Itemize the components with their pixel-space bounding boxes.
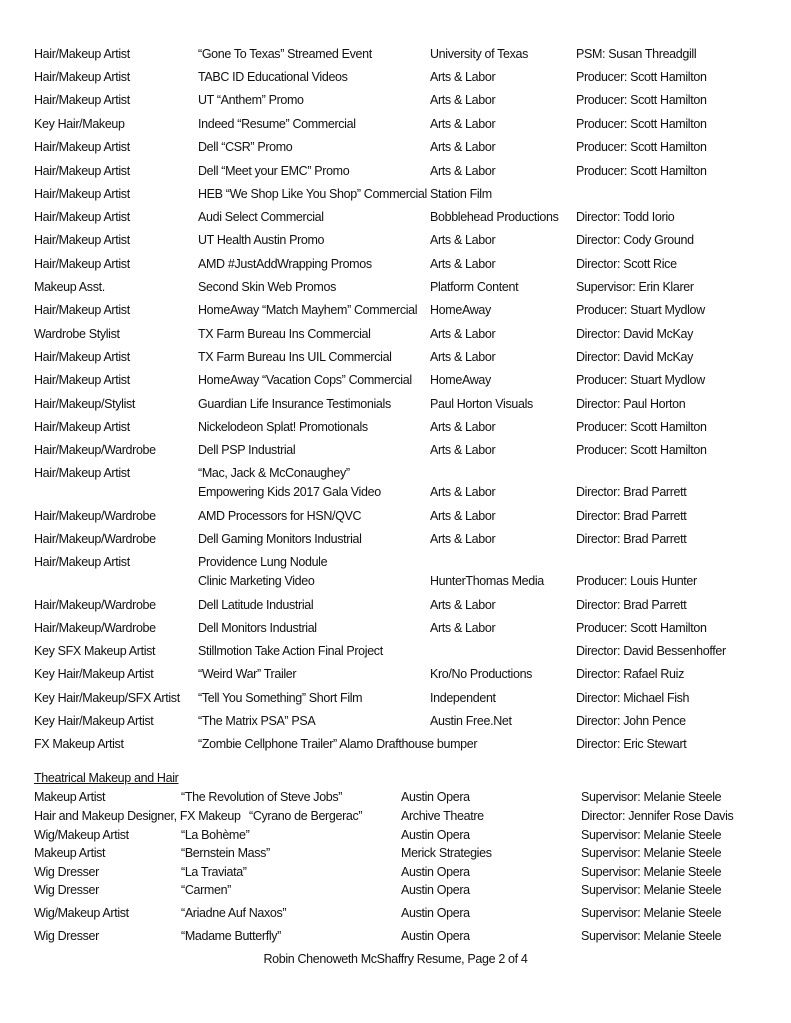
credit-contact: Director: Rafael Ruiz: [576, 667, 684, 681]
credit-project: Dell Monitors Industrial: [198, 621, 317, 635]
credit-row: [0, 140, 791, 160]
credit-role: Key Hair/Makeup: [34, 117, 125, 131]
credit-company: Arts & Labor: [430, 164, 496, 178]
credit-row: [0, 187, 791, 207]
credit-row: [0, 327, 791, 347]
theatrical-contact: Supervisor: Melanie Steele: [581, 929, 722, 943]
credit-contact: Director: David McKay: [576, 327, 693, 341]
credit-role: Hair/Makeup Artist: [34, 466, 130, 480]
theatrical-project: “Bernstein Mass”: [181, 846, 270, 860]
credit-company: HomeAway: [430, 373, 491, 387]
theatrical-project: “Carmen”: [181, 883, 231, 897]
credit-contact: Director: Brad Parrett: [576, 532, 687, 546]
credit-company: HomeAway: [430, 303, 491, 317]
credit-company: Arts & Labor: [430, 598, 496, 612]
theatrical-project: “The Revolution of Steve Jobs”: [181, 790, 343, 804]
credit-contact: Producer: Louis Hunter: [576, 574, 697, 588]
credit-role: Hair/Makeup Artist: [34, 373, 130, 387]
theatrical-contact: Supervisor: Melanie Steele: [581, 865, 722, 879]
credit-company: Arts & Labor: [430, 621, 496, 635]
credit-row: [0, 303, 791, 323]
credit-row: [0, 164, 791, 184]
credit-row: [0, 555, 791, 588]
theatrical-role: Wig/Makeup Artist: [34, 828, 129, 842]
credit-project: Second Skin Web Promos: [198, 280, 336, 294]
credit-company: Arts & Labor: [430, 350, 496, 364]
theatrical-contact: Supervisor: Melanie Steele: [581, 883, 722, 897]
theatrical-role: Wig/Makeup Artist: [34, 906, 129, 920]
credit-role: Hair/Makeup Artist: [34, 233, 130, 247]
credit-project: “Tell You Something” Short Film: [198, 691, 363, 705]
theatrical-contact: Supervisor: Melanie Steele: [581, 906, 722, 920]
credit-role: Hair/Makeup Artist: [34, 93, 130, 107]
theatrical-role: Hair and Makeup Designer, FX Makeup: [34, 809, 241, 823]
credit-project: Dell Gaming Monitors Industrial: [198, 532, 362, 546]
page-footer: Robin Chenoweth McShaffry Resume, Page 2 of 4: [263, 952, 528, 966]
credit-row: [0, 373, 791, 393]
credit-role: Wardrobe Stylist: [34, 327, 120, 341]
credit-project: Dell Latitude Industrial: [198, 598, 314, 612]
theatrical-company: Austin Opera: [401, 906, 470, 920]
credit-row: [0, 257, 791, 277]
credit-role: Hair/Makeup Artist: [34, 210, 130, 224]
credit-role: Hair/Makeup Artist: [34, 47, 130, 61]
theatrical-company: Austin Opera: [401, 883, 470, 897]
credit-role: FX Makeup Artist: [34, 737, 124, 751]
credit-contact: Director: Scott Rice: [576, 257, 677, 271]
credit-role: Key Hair/Makeup Artist: [34, 714, 154, 728]
credit-contact: Director: Brad Parrett: [576, 485, 687, 499]
credit-contact: Director: David Bessenhoffer: [576, 644, 726, 658]
credit-company: Austin Free.Net: [430, 714, 512, 728]
theatrical-company: Archive Theatre: [401, 809, 484, 823]
credit-contact: Director: Cody Ground: [576, 233, 694, 247]
theatrical-contact: Supervisor: Melanie Steele: [581, 828, 722, 842]
credit-project: TABC ID Educational Videos: [198, 70, 348, 84]
credit-row: [0, 667, 791, 687]
credit-project: TX Farm Bureau Ins UIL Commercial: [198, 350, 392, 364]
credit-company: University of Texas: [430, 47, 529, 61]
credit-company: Station Film: [430, 187, 492, 201]
theatrical-section-title: Theatrical Makeup and Hair: [34, 771, 179, 785]
credit-project: “Mac, Jack & McConaughey”: [198, 466, 350, 480]
credit-role: Hair/Makeup Artist: [34, 70, 130, 84]
credit-contact: Director: Brad Parrett: [576, 598, 687, 612]
credit-row: [0, 397, 791, 417]
credit-project: Stillmotion Take Action Final Project: [198, 644, 383, 658]
credit-project: Dell PSP Industrial: [198, 443, 296, 457]
credit-row: [0, 280, 791, 300]
theatrical-company: Austin Opera: [401, 828, 470, 842]
theatrical-row: [0, 846, 791, 864]
credit-row: [0, 93, 791, 113]
credit-company: Arts & Labor: [430, 532, 496, 546]
credit-contact: Producer: Scott Hamilton: [576, 117, 707, 131]
credit-project: HEB “We Shop Like You Shop” Commercial: [198, 187, 427, 201]
credit-project: AMD Processors for HSN/QVC: [198, 509, 362, 523]
credit-company: Arts & Labor: [430, 257, 496, 271]
credit-role: Key Hair/Makeup Artist: [34, 667, 154, 681]
credit-company: Arts & Labor: [430, 327, 496, 341]
credit-project-line2: Empowering Kids 2017 Gala Video: [198, 485, 381, 499]
credit-project: Guardian Life Insurance Testimonials: [198, 397, 391, 411]
credit-role: Key Hair/Makeup/SFX Artist: [34, 691, 180, 705]
theatrical-role: Wig Dresser: [34, 883, 99, 897]
theatrical-role: Makeup Artist: [34, 790, 106, 804]
credit-project-line2: Clinic Marketing Video: [198, 574, 315, 588]
credit-company: Arts & Labor: [430, 420, 496, 434]
credit-row: [0, 350, 791, 370]
credit-contact: Producer: Scott Hamilton: [576, 93, 707, 107]
credit-contact: Producer: Scott Hamilton: [576, 621, 707, 635]
theatrical-row: [0, 883, 791, 901]
theatrical-company: Austin Opera: [401, 929, 470, 943]
credit-row: [0, 443, 791, 463]
credit-contact: Producer: Scott Hamilton: [576, 420, 707, 434]
credit-row: [0, 117, 791, 137]
credit-row: [0, 420, 791, 440]
theatrical-project: “La Traviata”: [181, 865, 247, 879]
theatrical-row: [0, 790, 791, 808]
theatrical-role: Makeup Artist: [34, 846, 106, 860]
credit-role: Hair/Makeup Artist: [34, 140, 130, 154]
credit-project: Dell “CSR” Promo: [198, 140, 293, 154]
credit-contact: Supervisor: Erin Klarer: [576, 280, 694, 294]
theatrical-company: Austin Opera: [401, 790, 470, 804]
credit-row: [0, 466, 791, 499]
credit-contact: Director: John Pence: [576, 714, 686, 728]
credit-contact: Producer: Stuart Mydlow: [576, 303, 705, 317]
credit-row: [0, 691, 791, 711]
theatrical-project: “La Bohème”: [181, 828, 250, 842]
credit-project: AMD #JustAddWrapping Promos: [198, 257, 372, 271]
theatrical-project: “Madame Butterfly”: [181, 929, 281, 943]
credit-project: UT Health Austin Promo: [198, 233, 325, 247]
credit-contact: Director: Todd Iorio: [576, 210, 675, 224]
credit-role: Hair/Makeup/Wardrobe: [34, 598, 156, 612]
credit-role: Hair/Makeup Artist: [34, 303, 130, 317]
theatrical-contact: Supervisor: Melanie Steele: [581, 846, 722, 860]
credit-project: HomeAway “Match Mayhem” Commercial: [198, 303, 418, 317]
credit-row: [0, 47, 791, 67]
credit-project: “Gone To Texas” Streamed Event: [198, 47, 372, 61]
credit-company: Arts & Labor: [430, 93, 496, 107]
credit-contact: Producer: Scott Hamilton: [576, 140, 707, 154]
credit-row: [0, 621, 791, 641]
credit-project: HomeAway “Vacation Cops” Commercial: [198, 373, 412, 387]
credit-row: [0, 233, 791, 253]
credit-role: Key SFX Makeup Artist: [34, 644, 156, 658]
credit-contact: Producer: Stuart Mydlow: [576, 373, 705, 387]
credit-company: Arts & Labor: [430, 485, 496, 499]
credit-role: Hair/Makeup/Wardrobe: [34, 532, 156, 546]
credit-project: Nickelodeon Splat! Promotionals: [198, 420, 368, 434]
credit-contact: Director: Brad Parrett: [576, 509, 687, 523]
theatrical-contact: Director: Jennifer Rose Davis: [581, 809, 734, 823]
credit-company: Arts & Labor: [430, 509, 496, 523]
credit-project: Dell “Meet your EMC” Promo: [198, 164, 350, 178]
credit-row: [0, 70, 791, 90]
credit-role: Hair/Makeup Artist: [34, 257, 130, 271]
theatrical-company: Austin Opera: [401, 865, 470, 879]
credit-row: [0, 737, 791, 757]
credit-role: Hair/Makeup/Wardrobe: [34, 509, 156, 523]
theatrical-row: [0, 809, 791, 827]
credit-contact: Producer: Scott Hamilton: [576, 70, 707, 84]
credit-contact: Producer: Scott Hamilton: [576, 164, 707, 178]
theatrical-row: [0, 828, 791, 846]
credit-project: Providence Lung Nodule: [198, 555, 328, 569]
credit-project: “Weird War” Trailer: [198, 667, 297, 681]
credit-role: Hair/Makeup Artist: [34, 164, 130, 178]
theatrical-row: [0, 906, 791, 924]
credit-contact: Director: Paul Horton: [576, 397, 686, 411]
theatrical-row: [0, 929, 791, 947]
theatrical-row: [0, 865, 791, 883]
credit-company: Platform Content: [430, 280, 519, 294]
theatrical-contact: Supervisor: Melanie Steele: [581, 790, 722, 804]
theatrical-project: “Ariadne Auf Naxos”: [181, 906, 287, 920]
credit-company: Kro/No Productions: [430, 667, 533, 681]
theatrical-company: Merick Strategies: [401, 846, 492, 860]
credit-role: Hair/Makeup/Stylist: [34, 397, 136, 411]
credit-company: Arts & Labor: [430, 443, 496, 457]
credit-contact: Producer: Scott Hamilton: [576, 443, 707, 457]
credit-contact: Director: Michael Fish: [576, 691, 690, 705]
credit-company: Independent: [430, 691, 496, 705]
credit-row: [0, 644, 791, 664]
credit-company: Arts & Labor: [430, 233, 496, 247]
credit-role: Makeup Asst.: [34, 280, 105, 294]
credit-project: TX Farm Bureau Ins Commercial: [198, 327, 371, 341]
theatrical-role: Wig Dresser: [34, 865, 99, 879]
credit-role: Hair/Makeup Artist: [34, 420, 130, 434]
credit-role: Hair/Makeup Artist: [34, 555, 130, 569]
credit-project: Audi Select Commercial: [198, 210, 324, 224]
credit-contact: Director: Eric Stewart: [576, 737, 687, 751]
credit-row: [0, 714, 791, 734]
credit-contact: PSM: Susan Threadgill: [576, 47, 697, 61]
credit-row: [0, 509, 791, 529]
credit-project: Indeed “Resume” Commercial: [198, 117, 356, 131]
credit-role: Hair/Makeup/Wardrobe: [34, 621, 156, 635]
credit-company: Arts & Labor: [430, 70, 496, 84]
credit-company: HunterThomas Media: [430, 574, 544, 588]
credit-row: [0, 532, 791, 552]
credit-project: UT “Anthem” Promo: [198, 93, 304, 107]
credit-company: Paul Horton Visuals: [430, 397, 533, 411]
theatrical-role: Wig Dresser: [34, 929, 99, 943]
credit-project: “The Matrix PSA” PSA: [198, 714, 316, 728]
credit-row: [0, 598, 791, 618]
credit-contact: Director: David McKay: [576, 350, 693, 364]
credit-row: [0, 210, 791, 230]
credit-project: “Zombie Cellphone Trailer” Alamo Drafthouse bumper: [198, 737, 478, 751]
credit-role: Hair/Makeup Artist: [34, 187, 130, 201]
credit-company: Arts & Labor: [430, 140, 496, 154]
theatrical-project: “Cyrano de Bergerac”: [249, 809, 363, 823]
credit-role: Hair/Makeup/Wardrobe: [34, 443, 156, 457]
credit-company: Bobblehead Productions: [430, 210, 559, 224]
credit-company: Arts & Labor: [430, 117, 496, 131]
credit-role: Hair/Makeup Artist: [34, 350, 130, 364]
